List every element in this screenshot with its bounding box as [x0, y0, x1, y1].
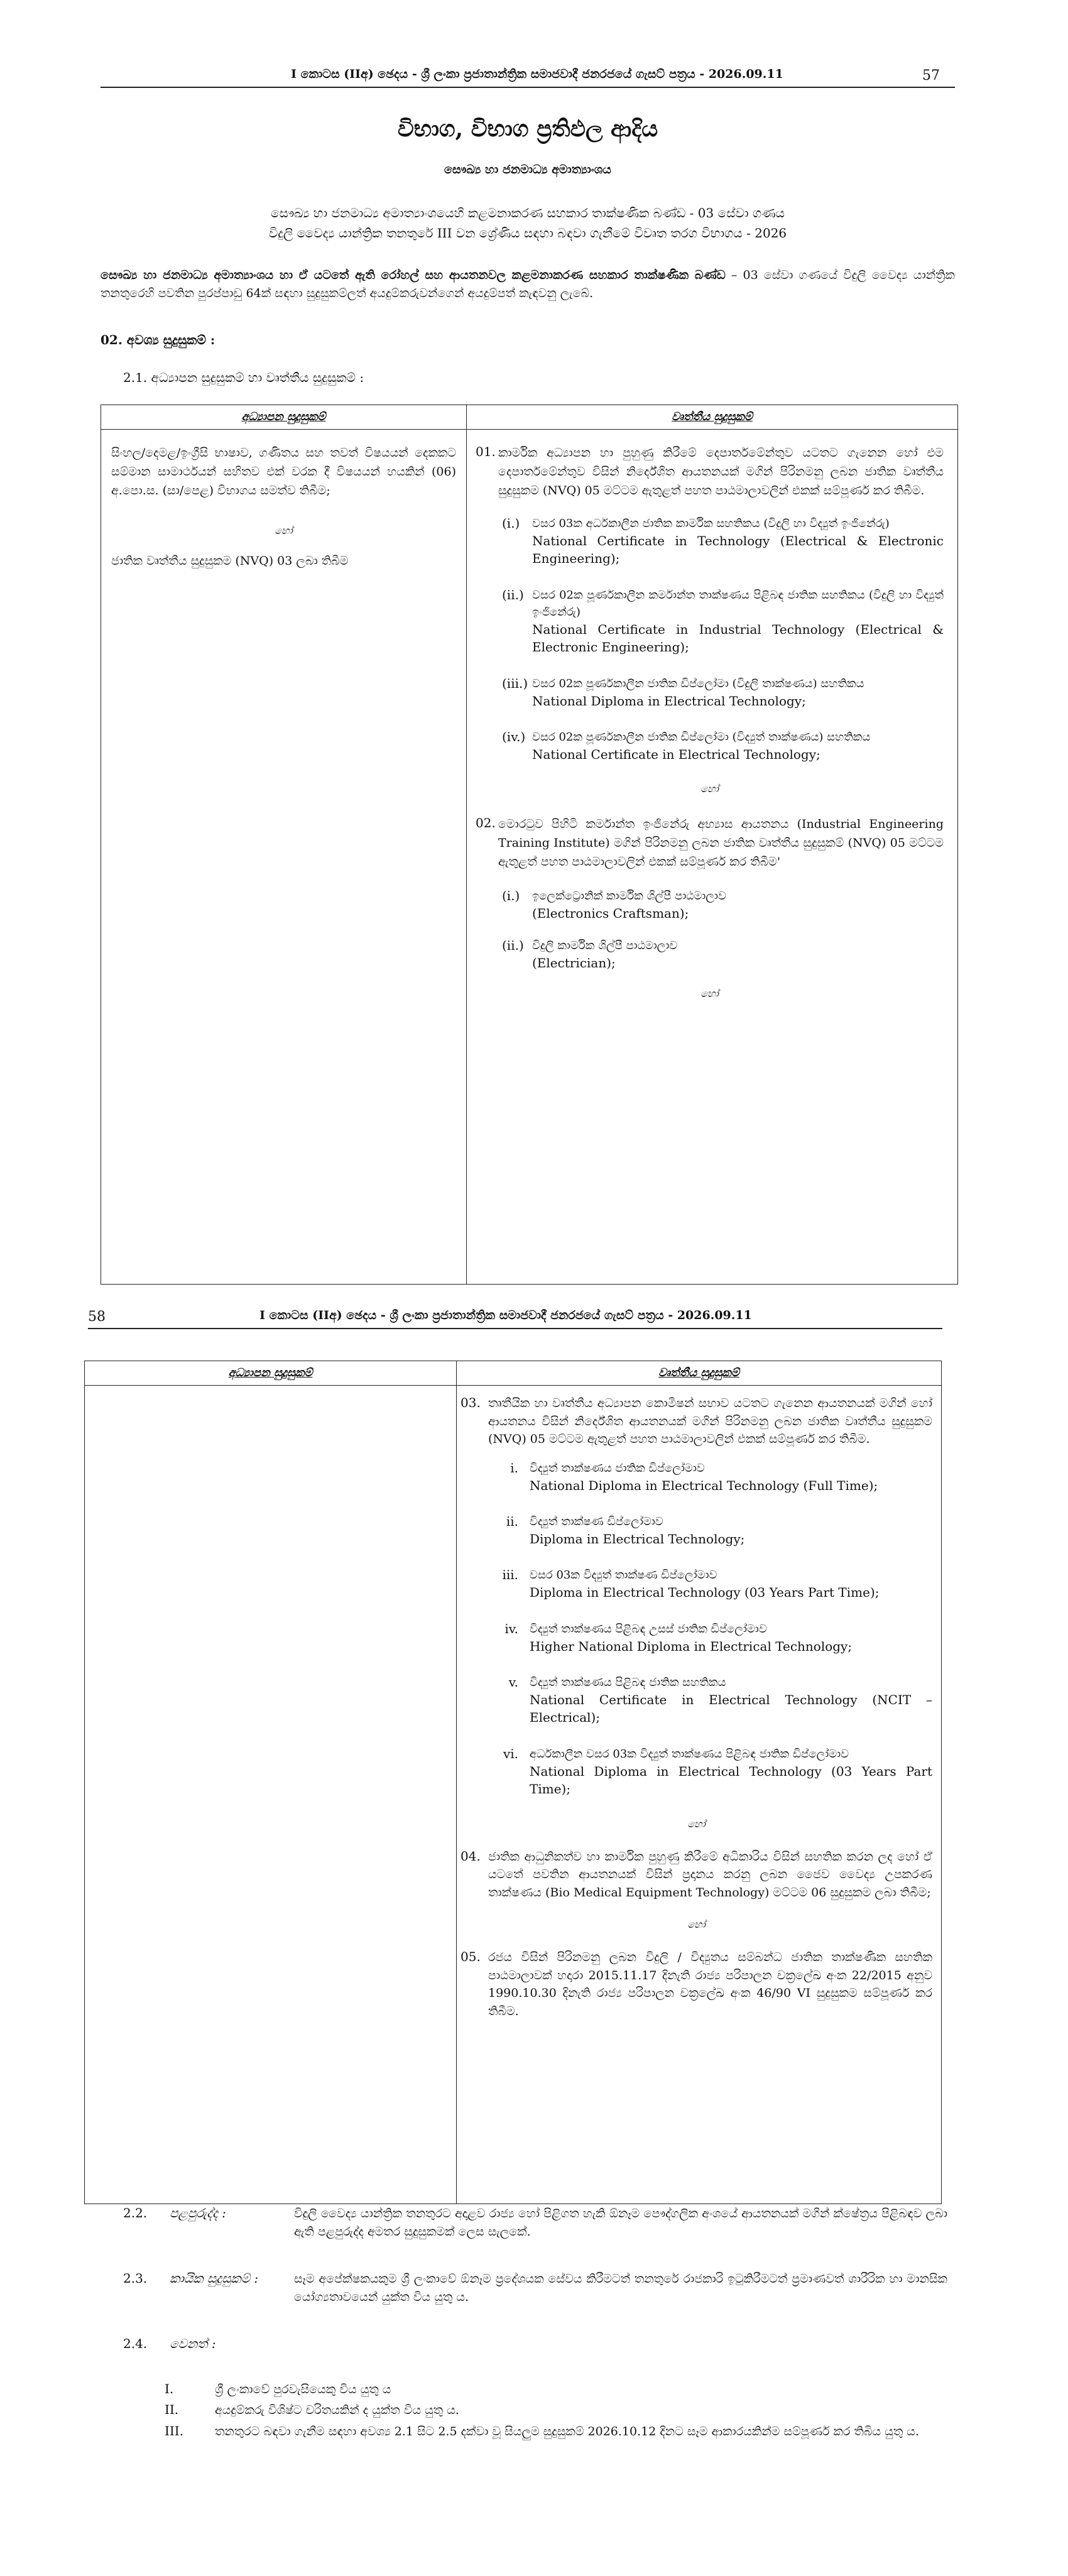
course-text — [532, 515, 944, 568]
course-name-sinhala: විද්‍යුත් තාක්ෂණය පිළිබඳ උසස් ජාතික ඩිප්ලෝමාව — [530, 1622, 767, 1636]
vocational-cell — [457, 1386, 942, 2204]
subsection-22-text: විදුලි වෛද්‍ය යාන්ත්‍රික තනතුරට අදාළව රාජ්‍ය හෝ පිළිගත හැකි ඕනෑම පෞද්ගලික අංශයේ ආයතනයක් මගින් ක්ෂේත්‍රය පිළිබඳව ලබා ඇති පළපුරුද්ද අමතර සුදුසුකමක් ලෙස සැලකේ. — [294, 2207, 947, 2239]
course-number: iii. — [502, 1567, 518, 1583]
subsection-24-number: 2.4. — [123, 2336, 148, 2351]
section-02-heading: 02. අවශ්‍ය සුදුසුකම් : — [101, 332, 215, 347]
voc-item-04 — [460, 1848, 932, 1902]
course-list-item — [460, 1567, 932, 1601]
course-name-sinhala: විද්‍යුත් තාක්ෂණය පිළිබඳ ජාතික සහතිකය — [530, 1676, 726, 1690]
subsection-24-list — [165, 2381, 950, 2443]
course-name-english: National Certificate in Industrial Technology (Electrical & Electronic Engineering); — [532, 621, 944, 655]
voc-item-02 — [476, 815, 944, 871]
course-text — [530, 1621, 932, 1655]
intro-bold: සෞඛ්‍ය හා ජනමාධ්‍ය අමාත්‍යාංශය හා ඒ යටතේ ඇති රෝහල් සහ ආයතනවල කළමනාකරණ සහකාර තාක්ෂණික බණ්ඩ — [101, 268, 726, 282]
voc-item-text: මොරටුව පිහිටි කර්මාන්ත ඉංජිනේරු අභ්‍යාස ආයතනය (Industrial Engineering Training Institute) මගින් පිරිනමනු ලබන ජාතික වෘත්තීය සුදුසුකම් (NVQ) 05 මට්ටම ඇතුළත් පහත පාඨමාලාවලින් එකක් සම්පූර්ණ කර තිබීම' — [498, 817, 944, 869]
voc-item-01-list — [476, 515, 944, 763]
course-name-english: Diploma in Electrical Technology (03 Years Part Time); — [530, 1585, 880, 1600]
course-list-item — [476, 515, 944, 568]
exam-title-line1: සෞඛ්‍ය හා ජනමාධ්‍ය අමාත්‍යාංශයෙහි කළමනාකරණ සහකාර තාක්ෂණික බණ්ඩ - 03 සේවා ගණය — [270, 205, 785, 220]
course-text — [530, 1674, 932, 1727]
header-text: I කොටස (IIඅ) ඡෙදය - ශ්‍රී ලංකා ප්‍රජාතාන්ත්‍රික සමාජවාදී ජනරජයේ ගැසට් පත්‍රය - 2026.09.11 — [259, 1308, 752, 1322]
course-name-sinhala: වසර 03ක අර්ධකාලීන ජාතික කාර්මික සහතිකය (විදුලි හා විද්‍යුත් ඉංජිනේරු) — [532, 517, 890, 531]
or-separator: හෝ — [700, 783, 719, 795]
education-cell — [85, 1386, 457, 2204]
course-list-item — [476, 587, 944, 656]
course-name-english: Diploma in Electrical Technology; — [530, 1531, 745, 1546]
page-header — [214, 67, 861, 82]
course-name-sinhala: ඉලෙක්ට්‍රොනික් කාර්මික ශිල්පී පාඨමාලාව — [532, 889, 726, 903]
page-number-2: 58 — [88, 1309, 106, 1325]
course-text — [530, 1567, 932, 1601]
header-rule — [101, 87, 955, 88]
subsection-23-text: සෑම අපේක්ෂකයකුම ශ්‍රී ලංකාවේ ඕනෑම ප්‍රදේශයක සේවය කිරීමටත් තනතුරේ රාජකාරි ඉටුකිරීමටත් ප්‍රමාණවත් ශාරීරික හා මානසික යෝග්‍යතාවයෙන් යුක්ත විය යුතු ය. — [294, 2272, 947, 2305]
course-name-english: National Diploma in Electrical Technology; — [532, 693, 806, 709]
course-text — [530, 1746, 932, 1798]
course-list-item — [476, 888, 944, 922]
other-requirement-item — [165, 2423, 950, 2441]
course-number: vi. — [503, 1746, 518, 1761]
other-requirement-item — [165, 2401, 950, 2420]
col-header-education: අධ්‍යාපන සුදුසුකම් — [85, 1361, 457, 1386]
course-number: (iii.) — [502, 675, 528, 691]
vocational-cell — [467, 430, 958, 1285]
page-title: විභාග, විභාග ප්‍රතිඵල ආදිය — [397, 116, 658, 142]
voc-item-number: 04. — [460, 1848, 481, 1864]
col-header-vocational: වෘත්තීය සුදුසුකම් — [467, 405, 958, 430]
course-number: (iv.) — [502, 729, 526, 744]
page-header-2 — [157, 1308, 854, 1323]
subsection-23-label: කායික සුදුසුකම් : — [170, 2271, 259, 2286]
course-name-english: Higher National Diploma in Electrical Technology; — [530, 1638, 853, 1654]
course-number: (ii.) — [502, 587, 524, 602]
qualifications-table-part1 — [101, 405, 958, 1285]
subsection-21-heading: 2.1. අධ්‍යාපන සුදුසුකම් හා වෘත්තීය සුදුසුකම් : — [123, 370, 364, 385]
course-number: iv. — [504, 1621, 518, 1636]
voc-item-text: ජාතික ආධුනිකත්ව හා කාර්මික පුහුණු කිරීමේ අධිකාරිය විසින් සහතික කරන ලද හෝ ඒ යටතේ පවතින ආයතනයක් විසින් ප්‍රදානය කරනු ලබන ජෛව වෛද්‍ය උපකරණ තාක්ෂණය (Bio Medical Equipment Technology) මට්ටම 06 සුදුසුකම ලබා තිබීම; — [488, 1849, 932, 1899]
or-separator: හෝ — [275, 524, 293, 537]
voc-item-number: 01. — [476, 444, 496, 459]
voc-item-02-list — [476, 888, 944, 972]
voc-item-text: තෘතීයික හා වෘත්තීය අධ්‍යාපන කොමිෂන් සභාව යටතට ගැනෙන ආයතනයක් මගින් හෝ ආයතනය විසින් නිර්දේශිත ආයතනයක් මගින් පිරිනමනු ලබන ජාතික වෘත්තීය සුදුසුකම (NVQ) 05 මට්ටම ඇතුළත් පහත පාඨමාලාවලින් එකක් සම්පූර්ණ කර තිබීම. — [488, 1396, 932, 1446]
col-header-vocational: වෘත්තීය සුදුසුකම් — [457, 1361, 942, 1386]
course-text — [530, 1460, 932, 1494]
course-name-english: National Diploma in Electrical Technology (Full Time); — [530, 1477, 878, 1493]
exam-title-line2: විදුලි වෛද්‍ය යාන්ත්‍රික තනතුරේ III වන ශ්‍රේණිය සඳහා බඳවා ගැනීමේ විවෘත තරග විභාගය - 2026 — [268, 226, 787, 241]
edu-ol-requirement: සිංහල/දෙමළ/ඉංග්‍රීසි භාෂාව, ගණිතය සහ තවත් විෂයයන් දෙකකට සම්මාන සාමාර්ථයන් සහිතව එක් වරක දී විෂයයන් හයකින් (06) අ.පො.ස. (සා/පෙළ) විභාගය සමත්ව තිබීම; — [111, 446, 456, 498]
course-list-item — [476, 729, 944, 763]
course-name-english: (Electrician); — [532, 955, 616, 970]
course-name-sinhala: වසර 02ක පූර්ණකාලීන කර්මාන්ත තාක්ෂණය පිළිබඳ ජාතික සහතිකය (විදුලි හා විද්‍යුත් ඉංජිනේරු) — [532, 588, 944, 619]
course-text — [532, 937, 944, 972]
course-text — [532, 675, 944, 710]
subsection-22-number: 2.2. — [123, 2205, 148, 2220]
item-number: I. — [165, 2381, 174, 2396]
course-name-sinhala: වසර 02ක පූර්ණකාලීන ජාතික ඩිප්ලෝමා (විද්‍යුත් තාක්ෂණය) සහතිකය — [532, 731, 871, 744]
course-name-english: National Diploma in Electrical Technology (03 Years Part Time); — [530, 1763, 932, 1797]
education-cell — [101, 430, 467, 1285]
course-text — [532, 888, 944, 922]
course-list-item — [460, 1674, 932, 1727]
item-text: අයදුම්කරු විශිෂ්ට චරිතයකින් ද යුක්ත විය යුතු ය. — [215, 2403, 459, 2418]
or-separator: හෝ — [687, 1918, 706, 1931]
course-name-english: National Certificate in Electrical Technology; — [532, 747, 820, 762]
item-number: III. — [165, 2423, 184, 2438]
voc-item-number: 05. — [460, 1949, 481, 1965]
course-text — [532, 729, 944, 763]
item-text: ශ්‍රී ලංකාවේ පුරවැසියෙකු විය යුතු ය — [215, 2383, 391, 2396]
header-text: I කොටස (IIඅ) ඡෙදය - ශ්‍රී ලංකා ප්‍රජාතාන්ත්‍රික සමාජවාදී ජනරජයේ ගැසට් පත්‍රය - 2026.09.11 — [291, 67, 783, 81]
course-name-sinhala: අර්ධකාලීන වසර 03ක විද්‍යුත් තාක්ෂණය පිළිබඳ ජාතික ඩිප්ලෝමාව — [530, 1747, 849, 1761]
voc-item-03-list — [460, 1460, 932, 1798]
course-name-english: National Certificate in Electrical Technology (NCIT – Electrical); — [530, 1692, 932, 1725]
course-list-item — [460, 1513, 932, 1548]
course-number: (i.) — [502, 516, 520, 531]
course-name-sinhala: විදුලි කාර්මික ශිල්පී පාඨමාලාව — [532, 938, 678, 952]
course-name-sinhala: වසර 03ක විද්‍යුත් තාක්ෂණ ඩිප්ලෝමාව — [530, 1568, 717, 1582]
intro-paragraph — [101, 266, 955, 303]
course-name-sinhala: විද්‍යුත් තාක්ෂණය ජාතික ඩිප්ලෝමාව — [530, 1461, 705, 1475]
course-text — [532, 587, 944, 656]
voc-item-text: කාර්මික අධ්‍යාපන හා පුහුණු කිරීමේ දෙපාර්තමේන්තුව යටතට ගැනෙන හෝ එම දෙපාර්තමේන්තුව විසින් නිර්දේශිත ආයතනයක් මගින් පිරිනමනු ලබන ජාතික වෘත්තීය සුදුසුකම (NVQ) 05 මට්ටම ඇතුළත් පහත පාඨමාලාවලින් එකක් සම්පූර්ණ කර තිබීම. — [498, 446, 944, 498]
intro-rest: – 03 සේවා ගණයේ විදුලි වෛද්‍ය යාන්ත්‍රික තනතුරෙහි පවතින පුරප්පාඩු 64ක් සඳහා සුදුසුකම්ලත් අයදුම්කරුවන්ගෙන් අයදුම්පත් කැඳවනු ලැබේ. — [101, 268, 955, 301]
voc-item-number: 03. — [460, 1395, 481, 1410]
subsection-24-label: වෙනත් : — [170, 2336, 216, 2351]
other-requirement-item — [165, 2381, 950, 2399]
or-separator: හෝ — [687, 1817, 706, 1830]
col-header-education: අධ්‍යාපන සුදුසුකම් — [101, 405, 467, 430]
voc-item-text: රජය විසින් පිරිනමනු ලබන විදුලි / විද්‍යුතය සම්බන්ධ ජාතික තාක්ෂණික සහතික පාඨමාලාවක් හදාරා 2015.11.17 දිනැති රාජ්‍ය පරිපාලන චක්‍රලේඛ අංක 22/2015 අනුව 1990.10.30 දිනැති රාජ්‍ය පරිපාලන චක්‍රලේඛ අංක 46/90 VI සුදුසුකම සම්පූර්ණ කර තිබීම. — [488, 1950, 932, 2018]
course-number: (ii.) — [502, 937, 524, 953]
course-name-sinhala: විද්‍යුත් තාක්ෂණ ඩිප්ලෝමාව — [530, 1514, 663, 1528]
voc-item-03 — [460, 1394, 932, 1448]
course-list-item — [460, 1460, 932, 1494]
item-number: II. — [165, 2402, 179, 2418]
voc-item-05 — [460, 1948, 932, 2020]
page-number: 57 — [922, 68, 940, 84]
course-number: (i.) — [502, 888, 520, 903]
header-rule — [88, 1328, 942, 1329]
subsection-22-label: පළපුරුද්ද : — [170, 2205, 226, 2220]
course-number: v. — [508, 1675, 518, 1690]
course-name-english: (Electronics Craftsman); — [532, 905, 689, 921]
ministry-heading: සෞඛ්‍ය හා ජනමාධ්‍ය අමාත්‍යාංශය — [444, 163, 611, 177]
course-list-item — [476, 937, 944, 972]
course-list-item — [476, 675, 944, 710]
course-number: ii. — [506, 1513, 518, 1529]
voc-item-01 — [476, 443, 944, 500]
qualifications-table-part2 — [84, 1361, 942, 2204]
edu-nvq-requirement: ජාතික වෘත්තීය සුදුසුකම (NVQ) 03 ලබා තිබීම — [111, 554, 349, 568]
course-list-item — [460, 1746, 932, 1798]
course-list-item — [460, 1621, 932, 1655]
course-name-english: National Certificate in Technology (Electrical & Electronic Engineering); — [532, 533, 944, 567]
subsection-23-number: 2.3. — [123, 2271, 148, 2286]
or-separator: හෝ — [700, 987, 719, 1000]
course-text — [530, 1513, 932, 1548]
item-text: තනතුරට බඳවා ගැනීම සඳහා අවශ්‍ය 2.1 සිට 2.5 දක්වා වූ සියලුම සුදුසුකම් 2026.10.12 දිනට සෑම ආකාරයකින්ම සම්පූර්ණ කර තිබිය යුතු ය. — [215, 2424, 919, 2438]
course-name-sinhala: වසර 02ක පූර්ණකාලීන ජාතික ඩිප්ලෝමා (විදුලි තාක්ෂණය) සහතිකය — [532, 677, 864, 690]
voc-item-number: 02. — [476, 815, 496, 830]
course-number: i. — [510, 1460, 518, 1475]
